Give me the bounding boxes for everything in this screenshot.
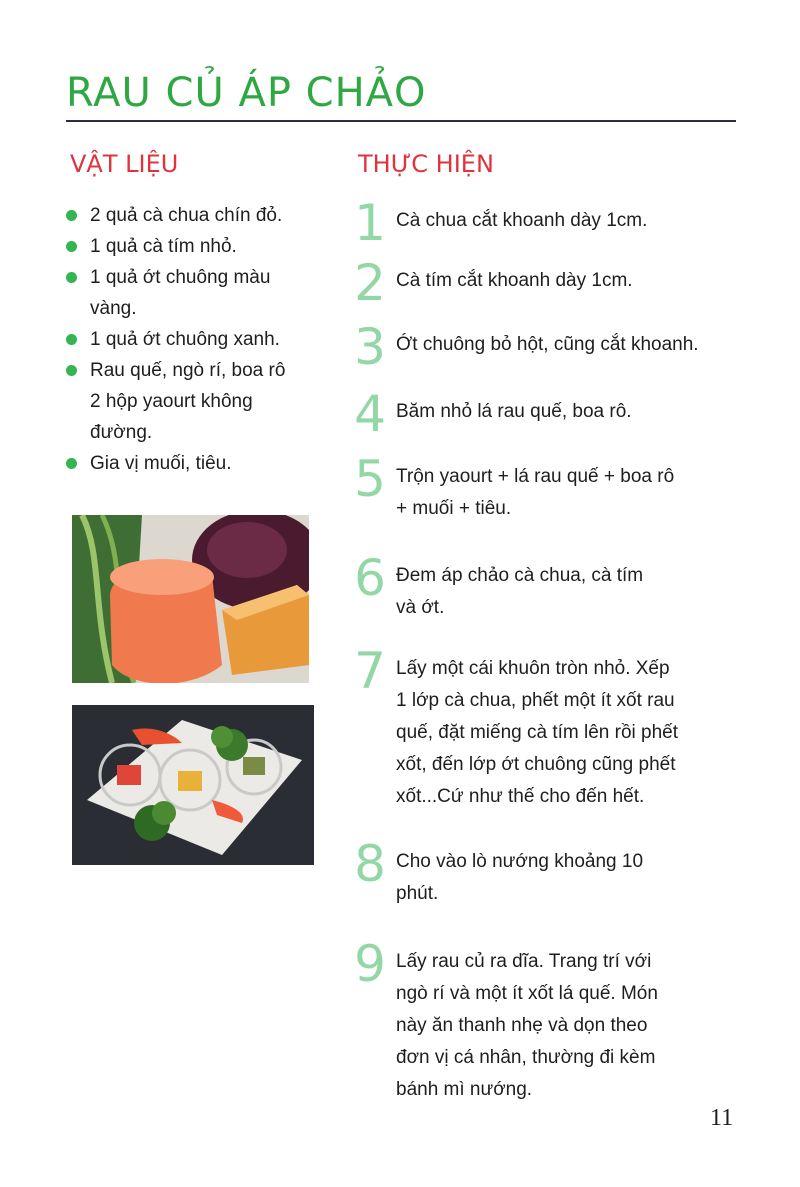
ingredient-item bbox=[66, 231, 316, 262]
step-number: 4 bbox=[354, 385, 386, 443]
ingredients-heading: VẬT LIỆU bbox=[70, 150, 179, 178]
step-text: Ớt chuông bỏ hột, cũng cắt khoanh. bbox=[396, 334, 699, 355]
step-number: 3 bbox=[354, 318, 386, 376]
page-number: 11 bbox=[710, 1105, 734, 1131]
step-text: Lấy một cái khuôn tròn nhỏ. Xếp 1 lớp cà chua, phết một ít xốt rau quế, đặt miếng cà tím lên rồi phết xốt, đến lớp ớt chuông cũng phết xốt...Cứ như thế cho đến hết. bbox=[396, 658, 678, 807]
vegetables-illustration bbox=[72, 515, 309, 683]
ingredient-text: Rau quế, ngò rí, boa rô 2 hộp yaourt không đường. bbox=[90, 360, 286, 443]
ingredient-text: 1 quả ớt chuông xanh. bbox=[90, 329, 280, 350]
step-number: 8 bbox=[354, 835, 386, 893]
ingredient-text: 1 quả ớt chuông màu vàng. bbox=[90, 267, 271, 319]
title-divider bbox=[66, 120, 736, 122]
step-text: Trộn yaourt + lá rau quế + boa rô + muối + tiêu. bbox=[396, 466, 675, 519]
ingredient-item bbox=[66, 355, 316, 448]
step-number: 6 bbox=[354, 549, 386, 607]
ingredient-text: Gia vị muối, tiêu. bbox=[90, 453, 232, 474]
page-title: RAU CỦ ÁP CHẢO bbox=[66, 70, 427, 116]
bullet-icon bbox=[66, 210, 77, 221]
ingredient-text: 1 quả cà tím nhỏ. bbox=[90, 236, 237, 257]
bullet-icon bbox=[66, 272, 77, 283]
step-number: 5 bbox=[354, 450, 386, 508]
ingredient-item bbox=[66, 262, 316, 324]
steps-heading: THỰC HIỆN bbox=[358, 150, 494, 178]
step-number: 7 bbox=[354, 642, 386, 700]
vegetables-photo bbox=[72, 515, 309, 683]
ingredients-list bbox=[66, 200, 316, 479]
ingredient-item bbox=[66, 324, 316, 355]
step-text: Băm nhỏ lá rau quế, boa rô. bbox=[396, 401, 632, 422]
ingredient-text: 2 quả cà chua chín đỏ. bbox=[90, 205, 283, 226]
ingredient-item bbox=[66, 448, 316, 479]
plated-dish-illustration bbox=[72, 705, 314, 865]
step-text: Cho vào lò nướng khoảng 10 phút. bbox=[396, 851, 644, 904]
step-number: 2 bbox=[354, 254, 386, 312]
bullet-icon bbox=[66, 334, 77, 345]
step-number: 1 bbox=[354, 194, 386, 252]
step-text: Đem áp chảo cà chua, cà tím và ớt. bbox=[396, 565, 644, 618]
plated-dish-photo bbox=[72, 705, 314, 865]
bullet-icon bbox=[66, 365, 77, 376]
bullet-icon bbox=[66, 241, 77, 252]
step-text: Cà chua cắt khoanh dày 1cm. bbox=[396, 210, 648, 231]
bullet-icon bbox=[66, 458, 77, 469]
step-number: 9 bbox=[354, 935, 386, 993]
ingredient-item bbox=[66, 200, 316, 231]
step-text: Cà tím cắt khoanh dày 1cm. bbox=[396, 270, 633, 291]
step-text: Lấy rau củ ra dĩa. Trang trí với ngò rí và một ít xốt lá quế. Món này ăn thanh nhẹ và dọn theo đơn vị cá nhân, thường đi kèm bánh mì nướng. bbox=[396, 951, 658, 1100]
